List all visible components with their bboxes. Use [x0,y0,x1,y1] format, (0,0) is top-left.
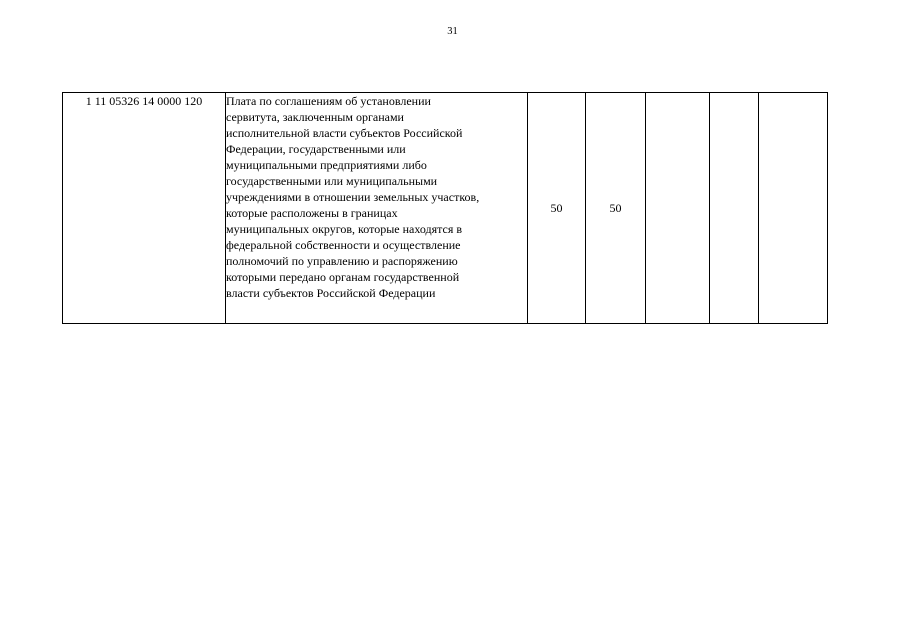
value-cell-1: 50 [528,93,586,324]
budget-table [62,92,828,324]
description-line: государственными или муниципальными [226,174,438,188]
page-number: 31 [447,26,458,37]
description-line: исполнительной власти субъектов Российской [226,126,463,140]
value-cell-4 [710,93,759,324]
description-line: учреждениями в отношении земельных участков, [226,190,480,204]
description-line: которыми передано органам государственной [226,270,460,284]
description-line: власти субъектов Российской Федерации [226,286,436,300]
description-line: полномочий по управлению и распоряжению [226,254,458,268]
table-row [63,93,828,324]
value-cell-5 [759,93,828,324]
description-line: сервитута, заключенным органами [226,110,404,124]
value-cell-3 [646,93,710,324]
description-line: федеральной собственности и осуществление [226,238,461,252]
description-line: муниципальных округов, которые находятся в [226,222,463,236]
description-line: муниципальными предприятиями либо [226,158,427,172]
description-line: Федерации, государственными или [226,142,406,156]
description-cell [226,93,528,324]
budget-code-cell: 1 11 05326 14 0000 120 [63,93,226,324]
description-line: Плата по соглашениям об установлении [226,94,431,108]
description-line: которые расположены в границах [226,206,398,220]
value-cell-2: 50 [586,93,646,324]
